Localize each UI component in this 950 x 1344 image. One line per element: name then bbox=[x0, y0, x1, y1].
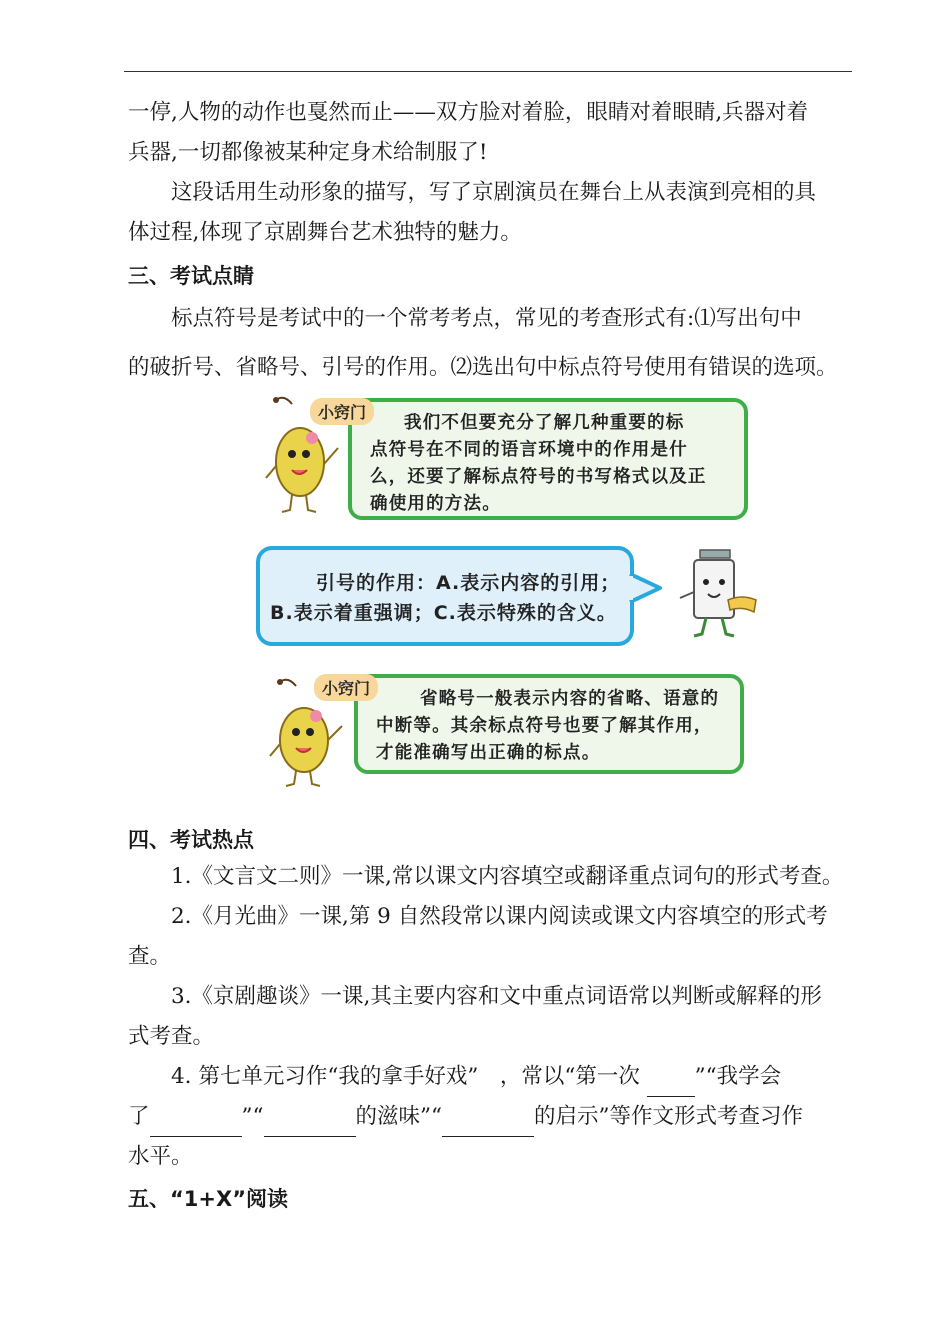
hotspot-item-3-line-1: 3.《京剧趣谈》一课,其主要内容和文中重点词语常以判断或解释的形 bbox=[171, 984, 822, 1009]
hotspot-item-4-part-e: 的滋味”“ bbox=[355, 1104, 442, 1129]
bubble-tail-icon bbox=[628, 568, 662, 608]
paragraph-3 bbox=[128, 294, 850, 392]
paragraph-1-line-1: 一停,人物的动作也戛然而止——双方脸对着脸，眼睛对着眼睛,兵器对着 bbox=[128, 100, 809, 125]
paragraph-2 bbox=[128, 173, 850, 253]
tip-1-line-4: 确使用的方法。 bbox=[370, 494, 501, 514]
hotspot-item-1 bbox=[128, 857, 850, 897]
hotspot-item-3 bbox=[128, 977, 850, 1057]
section-heading-4: 四、考试热点 bbox=[128, 828, 254, 852]
hotspot-item-4-line-3: 水平。 bbox=[128, 1144, 193, 1169]
hotspot-item-3-line-2: 式考查。 bbox=[128, 1024, 215, 1049]
tip-box-2-text bbox=[376, 686, 726, 767]
fill-blank-3 bbox=[264, 1112, 356, 1137]
tip-1-line-1: 我们不但要充分了解几种重要的标 bbox=[404, 413, 685, 433]
hotspot-item-2-line-1: 2.《月光曲》一课,第 9 自然段常以课内阅读或课文内容填空的形式考 bbox=[171, 904, 828, 929]
fill-blank-2 bbox=[150, 1112, 242, 1137]
quote-mark-bubble bbox=[256, 546, 634, 646]
section-heading-3: 三、考试点睛 bbox=[128, 264, 254, 288]
bubble-line-2: B.表示着重强调；C.表示特殊的含义。 bbox=[270, 602, 617, 624]
hotspot-item-2 bbox=[128, 897, 850, 977]
tip-2-line-1: 省略号一般表示内容的省略、语意的 bbox=[420, 689, 720, 709]
fill-blank-4 bbox=[442, 1112, 534, 1137]
tip-box-1 bbox=[348, 398, 748, 520]
tip-1-line-3: 么，还要了解标点符号的书写格式以及正 bbox=[370, 467, 707, 487]
section-heading-5: 五、“1+X”阅读 bbox=[128, 1187, 289, 1211]
hotspot-item-4-part-c: 了 bbox=[128, 1104, 150, 1129]
paragraph-1-line-2: 兵器,一切都像被某种定身术给制服了! bbox=[128, 140, 488, 165]
fill-blank-1 bbox=[647, 1072, 695, 1097]
hotspot-item-2-line-2: 查。 bbox=[128, 944, 172, 969]
bubble-line-1: 引号的作用：A.表示内容的引用； bbox=[316, 572, 621, 594]
tip-box-2 bbox=[354, 674, 744, 774]
hotspot-item-4-part-b: ”“我学会 bbox=[694, 1064, 782, 1089]
book-mascot-icon bbox=[668, 548, 768, 648]
paragraph-2-line-1: 这段话用生动形象的描写，写了京剧演员在舞台上从表演到亮相的具 bbox=[171, 180, 817, 205]
hotspot-item-4-part-d: ”“ bbox=[241, 1104, 264, 1129]
quote-mark-bubble-text bbox=[270, 568, 622, 628]
hotspot-item-1-text: 1.《文言文二则》一课,常以课文内容填空或翻译重点词句的形式考查。 bbox=[171, 864, 844, 889]
tip-1-line-2: 点符号在不同的语言环境中的作用是什 bbox=[370, 440, 688, 460]
paragraph-1 bbox=[128, 93, 850, 173]
tip-2-line-2: 中断等。其余标点符号也要了解其作用， bbox=[376, 716, 713, 736]
hotspot-item-4-part-f: 的启示”等作文形式考查习作 bbox=[533, 1104, 803, 1129]
paragraph-3-line-2: 的破折号、省略号、引号的作用。⑵选出句中标点符号使用有错误的选项。 bbox=[128, 355, 838, 380]
tip-box-1-text bbox=[370, 410, 730, 518]
paragraph-3-line-1: 标点符号是考试中的一个常考考点，常见的考查形式有:⑴写出句中 bbox=[171, 306, 802, 331]
tip-2-line-3: 才能准确写出正确的标点。 bbox=[376, 743, 601, 763]
hotspot-item-4 bbox=[128, 1057, 850, 1177]
tip-2-tag: 小窍门 bbox=[314, 674, 378, 701]
hotspot-item-4-part-a: 4. 第七单元习作“我的拿手好戏” ，常以“第一次 bbox=[171, 1064, 640, 1089]
tip-1-tag: 小窍门 bbox=[310, 398, 374, 425]
header-rule bbox=[124, 71, 852, 72]
paragraph-2-line-2: 体过程,体现了京剧舞台艺术独特的魅力。 bbox=[128, 220, 522, 245]
